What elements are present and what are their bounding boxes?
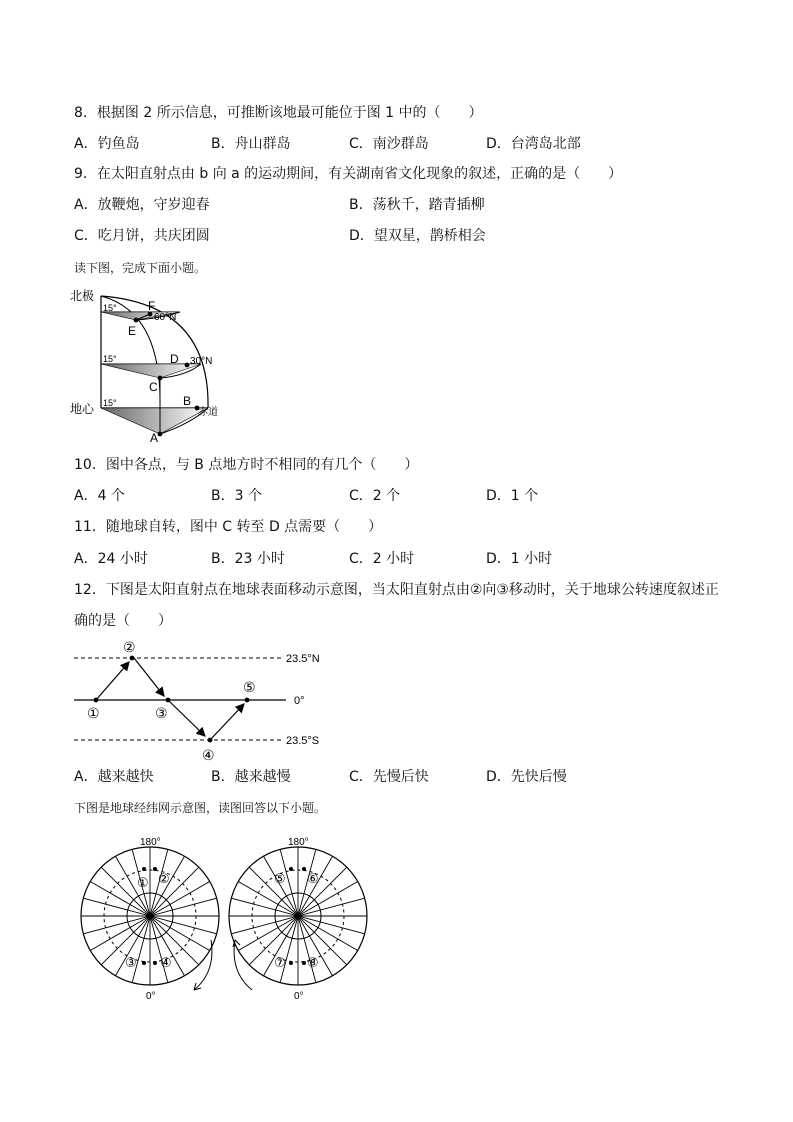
left-marker-3: ③: [125, 955, 137, 970]
tropic-south-label: 23.5°S: [286, 735, 320, 747]
q8-option-d[interactable]: D．台湾岛北部: [486, 136, 581, 152]
label-e: E: [128, 324, 137, 338]
q10-option-a[interactable]: A．4 个: [74, 488, 125, 504]
point-d: [185, 363, 190, 368]
label-f: F: [148, 299, 156, 313]
left-marker-2: ②: [158, 871, 170, 886]
right-180-label: 180°: [288, 837, 309, 848]
marker-4: ④: [202, 747, 215, 763]
equator-label: 赤道: [198, 407, 218, 418]
earth-section-figure: [70, 284, 230, 446]
q11-option-d[interactable]: D．1 小时: [486, 551, 553, 567]
intro-figure1: 读下图，完成下面小题。: [74, 261, 207, 275]
intro-figure3: 下图是地球经纬网示意图，读图回答以下小题。: [74, 801, 327, 815]
point-a: [158, 432, 163, 437]
q12-stem-line2: 确的是（ ）: [74, 613, 172, 629]
subsolar-movement-figure: [72, 634, 342, 764]
q12-stem-line1: 12．下图是太阳直射点在地球表面移动示意图，当太阳直射点由②向③移动时，关于地球公转速度叙述正: [74, 582, 719, 598]
q12-option-d[interactable]: D．先快后慢: [486, 769, 567, 785]
q10-option-c[interactable]: C．2 个: [349, 488, 401, 504]
right-0-label: 0°: [294, 991, 304, 1002]
lat-60n-label: 60°N: [154, 312, 177, 323]
graticule-figure: [76, 832, 386, 1007]
angle-label-1: 15°: [103, 303, 117, 313]
q9-option-a[interactable]: A．放鞭炮，守岁迎春: [74, 197, 210, 213]
north-pole-label: 北极: [70, 289, 95, 303]
right-marker-8: ⑧: [307, 955, 319, 970]
equator-0-label: 0°: [294, 695, 305, 707]
earth-center-label: 地心: [70, 402, 95, 416]
marker-3: ③: [155, 705, 168, 721]
marker-2: ②: [123, 639, 136, 655]
q11-option-c[interactable]: C．2 小时: [349, 551, 415, 567]
right-marker-5: ⑤: [274, 871, 286, 886]
angle-label-2: 15°: [103, 354, 117, 364]
right-marker-7: ⑦: [274, 955, 286, 970]
left-marker-1: ①: [137, 875, 149, 890]
q8-option-a[interactable]: A．钓鱼岛: [74, 136, 140, 152]
q8-stem: 8．根据图 2 所示信息，可推断该地最可能位于图 1 中的（ ）: [74, 105, 483, 121]
point-e: [134, 318, 139, 323]
q8-option-c[interactable]: C．南沙群岛: [349, 136, 429, 152]
point-c: [158, 376, 163, 381]
q12-option-c[interactable]: C．先慢后快: [349, 769, 429, 785]
left-marker-4: ④: [160, 955, 172, 970]
q8-option-b[interactable]: B．舟山群岛: [211, 136, 291, 152]
tropic-north-label: 23.5°N: [286, 653, 320, 665]
marker-1: ①: [87, 705, 100, 721]
label-d: D: [170, 352, 179, 366]
q12-option-a[interactable]: A．越来越快: [74, 769, 154, 785]
left-0-label: 0°: [146, 991, 156, 1002]
q9-stem: 9．在太阳直射点由 b 向 a 的运动期间，有关湖南省文化现象的叙述，正确的是（ ）: [74, 166, 623, 182]
q9-option-b[interactable]: B．荡秋千，踏青插柳: [349, 197, 485, 213]
q12-option-b[interactable]: B．越来越慢: [211, 769, 291, 785]
q11-stem: 11．随地球自转，图中 C 转至 D 点需要（ ）: [74, 519, 383, 535]
q10-stem: 10．图中各点，与 B 点地方时不相同的有几个（ ）: [74, 457, 419, 473]
q9-option-d[interactable]: D．望双星，鹊桥相会: [349, 228, 486, 244]
marker-5: ⑤: [243, 679, 256, 695]
label-c: C: [149, 380, 158, 394]
label-a: A: [150, 431, 159, 445]
q9-option-c[interactable]: C．吃月饼，共庆团圆: [74, 228, 210, 244]
right-marker-6: ⑥: [307, 871, 319, 886]
angle-label-3: 15°: [103, 398, 117, 408]
q11-option-a[interactable]: A．24 小时: [74, 551, 148, 567]
lat-30n-label: 30°N: [190, 356, 213, 367]
label-b: B: [183, 394, 192, 408]
q11-option-b[interactable]: B．23 小时: [211, 551, 285, 567]
left-180-label: 180°: [140, 837, 161, 848]
q10-option-b[interactable]: B．3 个: [211, 488, 262, 504]
q10-option-d[interactable]: D．1 个: [486, 488, 539, 504]
